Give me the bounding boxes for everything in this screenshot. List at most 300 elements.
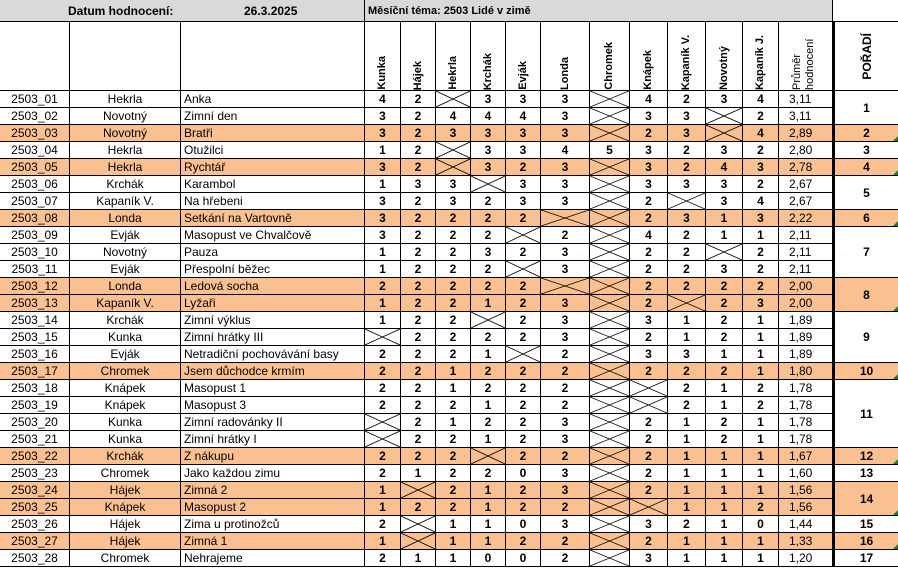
row-title: Jsem důchodce krmím (181, 363, 365, 380)
score-cell (590, 465, 630, 482)
score-cell: 2 (401, 414, 436, 431)
score-cell: 2 (401, 278, 436, 295)
judge-name: Evják (516, 61, 529, 90)
score-cell: 4 (630, 227, 668, 244)
row-title: Setkání na Vartovně (181, 210, 365, 227)
cross-mark-icon (630, 380, 667, 396)
cross-mark-icon (365, 414, 400, 430)
score-cell: 1 (668, 329, 706, 346)
score-cell: 3 (668, 210, 706, 227)
score-cell: 1 (668, 482, 706, 499)
score-cell: 1 (471, 499, 506, 516)
rank-cell: 4 (833, 159, 898, 176)
row-author: Krchák (70, 448, 181, 465)
score-cell: 1 (706, 516, 743, 533)
rank-cell: 9 (833, 312, 898, 363)
score-cell (590, 312, 630, 329)
score-cell: 1 (668, 431, 706, 448)
score-cell: 2 (401, 499, 436, 516)
row-average: 1,20 (779, 550, 833, 567)
row-author: Evják (70, 346, 181, 363)
rank-cell: 7 (833, 227, 898, 278)
judge-name: Novotný (717, 46, 730, 90)
score-cell: 2 (630, 261, 668, 278)
score-cell: 1 (743, 431, 779, 448)
score-cell: 2 (436, 278, 471, 295)
judge-name: Londa (558, 57, 571, 90)
error-triangle-icon (893, 306, 898, 311)
score-cell: 3 (541, 159, 590, 176)
score-cell: 2 (630, 244, 668, 261)
score-cell (506, 227, 541, 244)
score-cell: 2 (506, 295, 541, 312)
row-average: 2,00 (779, 295, 833, 312)
score-cell: 2 (506, 533, 541, 550)
judge-name: Hekrla (446, 56, 459, 90)
score-cell: 2 (365, 363, 401, 380)
score-cell: 2 (743, 397, 779, 414)
score-cell: 1 (436, 380, 471, 397)
judge-header-5 (506, 22, 541, 91)
score-cell: 2 (506, 414, 541, 431)
row-id: 2503_20 (0, 414, 70, 431)
score-cell: 2 (668, 261, 706, 278)
score-cell: 3 (541, 108, 590, 125)
score-cell (590, 210, 630, 227)
judge-header-8 (630, 22, 668, 91)
score-cell: 2 (365, 380, 401, 397)
score-cell (590, 431, 630, 448)
score-cell (590, 346, 630, 363)
score-cell: 2 (471, 329, 506, 346)
row-author: Hekrla (70, 159, 181, 176)
score-cell: 1 (706, 550, 743, 567)
score-cell: 4 (541, 142, 590, 159)
row-title: Rychtář (181, 159, 365, 176)
score-cell (401, 482, 436, 499)
row-title: Masopust 1 (181, 380, 365, 397)
cross-mark-icon (590, 108, 629, 124)
row-average: 1,67 (779, 448, 833, 465)
score-cell: 2 (365, 465, 401, 482)
score-cell: 1 (471, 482, 506, 499)
row-author: Kapaník V. (70, 295, 181, 312)
score-cell (590, 227, 630, 244)
score-cell (506, 261, 541, 278)
judge-name: Knápek (642, 50, 654, 90)
row-author: Knápek (70, 380, 181, 397)
score-cell: 2 (668, 244, 706, 261)
row-average: 1,78 (779, 380, 833, 397)
cross-mark-icon (590, 176, 629, 192)
score-cell: 3 (541, 312, 590, 329)
score-cell: 3 (506, 176, 541, 193)
rank-cell: 2 (833, 125, 898, 142)
row-average: 2,00 (779, 278, 833, 295)
score-cell: 3 (630, 108, 668, 125)
row-id: 2503_24 (0, 482, 70, 499)
row-average: 2,78 (779, 159, 833, 176)
score-cell: 2 (706, 312, 743, 329)
rank-cell: 8 (833, 278, 898, 312)
score-cell (471, 176, 506, 193)
cross-mark-icon (590, 295, 629, 311)
judge-header-11 (743, 22, 779, 91)
score-cell: 1 (743, 465, 779, 482)
score-cell (590, 448, 630, 465)
row-title: Nehrajeme (181, 550, 365, 567)
score-cell: 3 (471, 91, 506, 108)
judge-header-6 (541, 22, 590, 91)
score-cell: 2 (436, 210, 471, 227)
score-cell (590, 108, 630, 125)
judge-header-10 (706, 22, 743, 91)
score-cell: 2 (668, 516, 706, 533)
judge-header-9 (668, 22, 706, 91)
row-title: Zimní den (181, 108, 365, 125)
score-cell: 2 (401, 448, 436, 465)
score-cell: 3 (365, 193, 401, 210)
score-cell: 2 (365, 397, 401, 414)
score-cell: 2 (541, 227, 590, 244)
score-cell: 1 (706, 482, 743, 499)
row-id: 2503_19 (0, 397, 70, 414)
score-cell: 2 (401, 346, 436, 363)
score-cell: 1 (365, 244, 401, 261)
cross-mark-icon (630, 397, 667, 413)
row-title: Zimná 1 (181, 533, 365, 550)
score-cell: 2 (471, 380, 506, 397)
score-cell: 2 (401, 312, 436, 329)
score-cell: 1 (668, 465, 706, 482)
score-cell (590, 414, 630, 431)
score-cell: 2 (668, 380, 706, 397)
score-cell: 3 (706, 91, 743, 108)
score-cell (590, 533, 630, 550)
score-cell: 2 (365, 346, 401, 363)
score-cell (706, 108, 743, 125)
score-cell: 3 (541, 482, 590, 499)
row-id: 2503_03 (0, 125, 70, 142)
score-cell: 1 (471, 346, 506, 363)
id-column-header (0, 22, 70, 91)
score-cell (436, 91, 471, 108)
cross-mark-icon (590, 465, 629, 481)
order-header (833, 22, 898, 91)
score-cell: 3 (506, 91, 541, 108)
score-cell (590, 278, 630, 295)
row-title: Přespolní běžec (181, 261, 365, 278)
row-title: Jako každou zimu (181, 465, 365, 482)
row-id: 2503_10 (0, 244, 70, 261)
row-title: Zimní radovánky II (181, 414, 365, 431)
score-cell: 2 (541, 346, 590, 363)
score-cell: 2 (506, 278, 541, 295)
score-cell: 1 (668, 414, 706, 431)
score-cell: 2 (401, 210, 436, 227)
score-cell: 3 (436, 125, 471, 142)
cross-mark-icon (590, 312, 629, 328)
row-average: 1,80 (779, 363, 833, 380)
score-cell: 3 (541, 295, 590, 312)
error-triangle-icon (893, 544, 898, 549)
score-cell: 2 (743, 261, 779, 278)
score-cell: 3 (630, 346, 668, 363)
score-cell: 1 (436, 363, 471, 380)
row-title: Zimní hrátky I (181, 431, 365, 448)
row-id: 2503_08 (0, 210, 70, 227)
score-cell (365, 329, 401, 346)
score-cell (401, 516, 436, 533)
score-cell: 1 (365, 482, 401, 499)
cross-mark-icon (436, 91, 470, 107)
score-cell: 2 (365, 516, 401, 533)
score-cell: 2 (436, 227, 471, 244)
score-cell: 1 (436, 516, 471, 533)
score-cell: 2 (365, 550, 401, 567)
row-title: Masopust 2 (181, 499, 365, 516)
score-cell: 3 (436, 176, 471, 193)
row-author: Krchák (70, 176, 181, 193)
score-cell: 1 (706, 448, 743, 465)
row-author: Kunka (70, 414, 181, 431)
score-cell: 3 (668, 346, 706, 363)
score-cell: 2 (401, 295, 436, 312)
judge-header-3 (436, 22, 471, 91)
error-triangle-icon (893, 221, 898, 226)
score-cell: 2 (436, 295, 471, 312)
rank-cell: 3 (833, 142, 898, 159)
rank-cell: 12 (833, 448, 898, 465)
order-header-label: POŘADÍ (859, 32, 874, 80)
score-cell: 2 (471, 278, 506, 295)
theme-header-cell (365, 0, 833, 22)
row-title: Ledová socha (181, 278, 365, 295)
cross-mark-icon (590, 499, 629, 515)
cross-mark-icon (590, 244, 629, 260)
row-author: Hájek (70, 516, 181, 533)
score-cell: 3 (706, 176, 743, 193)
score-cell: 2 (706, 329, 743, 346)
judge-header-4 (471, 22, 506, 91)
row-average: 2,80 (779, 142, 833, 159)
score-cell: 2 (436, 397, 471, 414)
score-cell (590, 193, 630, 210)
score-cell: 3 (743, 295, 779, 312)
author-column-header (70, 22, 181, 91)
cross-mark-icon (706, 244, 742, 260)
score-cell: 4 (506, 108, 541, 125)
row-author: Chromek (70, 550, 181, 567)
score-cell: 2 (436, 346, 471, 363)
score-cell: 2 (401, 363, 436, 380)
score-cell: 2 (630, 533, 668, 550)
score-cell: 2 (668, 91, 706, 108)
row-id: 2503_02 (0, 108, 70, 125)
score-cell: 2 (541, 550, 590, 567)
score-cell: 2 (506, 431, 541, 448)
score-cell (590, 380, 630, 397)
cross-mark-icon (541, 278, 589, 294)
cross-mark-icon (590, 448, 629, 464)
date-label: Datum hodnocení: (68, 4, 174, 18)
cross-mark-icon (590, 91, 629, 107)
score-cell: 2 (506, 363, 541, 380)
score-cell: 3 (706, 261, 743, 278)
score-cell: 2 (541, 380, 590, 397)
score-cell: 3 (401, 176, 436, 193)
cross-mark-icon (668, 295, 705, 311)
cross-mark-icon (706, 108, 742, 124)
row-id: 2503_23 (0, 465, 70, 482)
score-cell: 3 (706, 142, 743, 159)
row-id: 2503_21 (0, 431, 70, 448)
score-cell (590, 550, 630, 567)
score-cell: 2 (436, 482, 471, 499)
score-cell: 2 (541, 397, 590, 414)
score-cell (506, 346, 541, 363)
score-cell (436, 159, 471, 176)
score-cell: 2 (630, 465, 668, 482)
row-author: Hekrla (70, 142, 181, 159)
score-cell: 2 (401, 142, 436, 159)
score-cell: 3 (668, 125, 706, 142)
score-cell: 2 (471, 193, 506, 210)
score-cell: 2 (630, 448, 668, 465)
score-cell (590, 516, 630, 533)
score-cell: 5 (590, 142, 630, 159)
score-cell: 1 (436, 533, 471, 550)
row-title: Masopust ve Chvalčově (181, 227, 365, 244)
row-average: 2,89 (779, 125, 833, 142)
row-average: 1,78 (779, 414, 833, 431)
score-cell: 1 (668, 533, 706, 550)
row-id: 2503_14 (0, 312, 70, 329)
score-cell: 3 (668, 108, 706, 125)
error-triangle-icon (893, 136, 898, 141)
score-cell (590, 397, 630, 414)
cross-mark-icon (506, 227, 540, 243)
score-cell: 0 (506, 516, 541, 533)
date-header-cell (0, 0, 365, 22)
row-author: Chromek (70, 363, 181, 380)
score-cell: 1 (471, 431, 506, 448)
row-author: Novotný (70, 244, 181, 261)
score-cell: 1 (365, 176, 401, 193)
score-cell: 1 (706, 499, 743, 516)
score-cell: 4 (436, 108, 471, 125)
cross-mark-icon (706, 125, 742, 141)
score-cell (590, 91, 630, 108)
score-cell: 1 (365, 312, 401, 329)
score-cell (630, 499, 668, 516)
score-cell: 2 (630, 329, 668, 346)
row-id: 2503_15 (0, 329, 70, 346)
score-cell: 2 (506, 159, 541, 176)
score-cell (590, 244, 630, 261)
score-cell: 3 (365, 210, 401, 227)
score-cell: 1 (401, 550, 436, 567)
score-cell: 1 (743, 312, 779, 329)
cross-mark-icon (590, 431, 629, 447)
score-cell (590, 482, 630, 499)
score-cell: 1 (668, 499, 706, 516)
score-cell: 3 (743, 210, 779, 227)
row-average: 1,60 (779, 465, 833, 482)
row-title: Na hřebeni (181, 193, 365, 210)
cross-mark-icon (365, 329, 400, 345)
row-title: Zima u protinožců (181, 516, 365, 533)
score-cell: 3 (630, 516, 668, 533)
score-cell: 3 (541, 516, 590, 533)
cross-mark-icon (365, 431, 400, 447)
row-title: Netradiční pochovávání basy (181, 346, 365, 363)
row-average: 1,78 (779, 397, 833, 414)
score-cell (365, 431, 401, 448)
score-cell: 2 (743, 499, 779, 516)
score-cell: 1 (706, 533, 743, 550)
score-cell: 4 (630, 91, 668, 108)
score-cell: 1 (471, 397, 506, 414)
row-id: 2503_16 (0, 346, 70, 363)
row-author: Novotný (70, 125, 181, 142)
row-title: Z nákupu (181, 448, 365, 465)
row-id: 2503_01 (0, 91, 70, 108)
score-cell: 2 (506, 312, 541, 329)
score-cell: 3 (630, 550, 668, 567)
row-average: 2,11 (779, 261, 833, 278)
cross-mark-icon (590, 414, 629, 430)
score-cell: 2 (436, 431, 471, 448)
row-author: Evják (70, 261, 181, 278)
score-cell: 3 (541, 261, 590, 278)
cross-mark-icon (590, 210, 629, 226)
score-cell: 2 (401, 261, 436, 278)
score-cell: 3 (630, 176, 668, 193)
score-cell: 3 (541, 125, 590, 142)
score-cell: 2 (401, 380, 436, 397)
score-cell: 3 (541, 91, 590, 108)
row-title: Zimní hrátky III (181, 329, 365, 346)
score-cell: 2 (668, 278, 706, 295)
row-author: Chromek (70, 465, 181, 482)
error-triangle-icon (893, 510, 898, 515)
score-cell: 1 (706, 227, 743, 244)
score-cell: 2 (401, 159, 436, 176)
row-average: 1,89 (779, 329, 833, 346)
score-cell: 1 (365, 261, 401, 278)
score-cell: 3 (668, 176, 706, 193)
judge-header-2 (401, 22, 436, 91)
score-cell: 2 (668, 363, 706, 380)
score-cell: 3 (365, 227, 401, 244)
cross-mark-icon (436, 159, 470, 175)
score-cell: 1 (471, 516, 506, 533)
score-cell (471, 312, 506, 329)
row-title: Masopust 3 (181, 397, 365, 414)
score-cell: 2 (506, 499, 541, 516)
row-average: 3,11 (779, 108, 833, 125)
cross-mark-icon (590, 363, 629, 379)
row-title: Karambol (181, 176, 365, 193)
score-cell: 3 (365, 159, 401, 176)
score-cell: 2 (471, 227, 506, 244)
judge-name: Kapaník V. (680, 34, 692, 90)
score-cell: 2 (401, 397, 436, 414)
row-author: Knápek (70, 397, 181, 414)
score-cell: 1 (743, 346, 779, 363)
score-cell (436, 142, 471, 159)
